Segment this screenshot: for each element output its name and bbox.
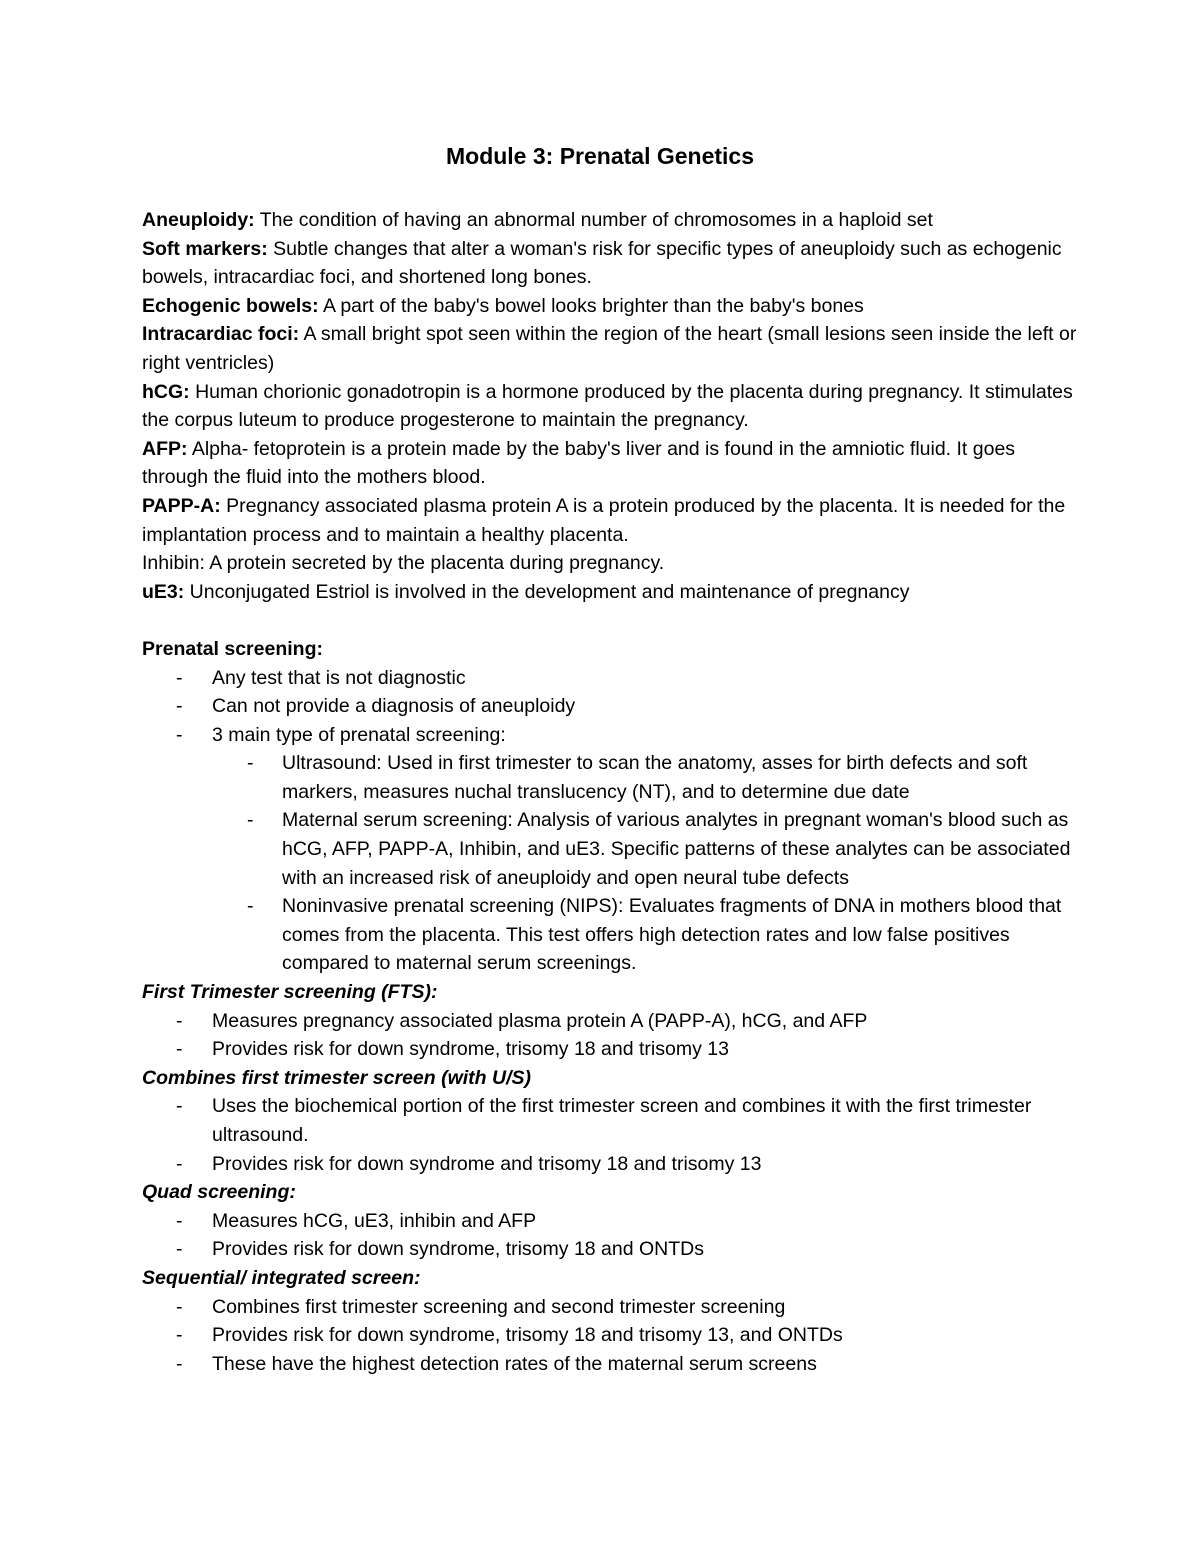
blank-line	[142, 606, 1082, 635]
bullet-list	[142, 664, 1082, 750]
list-item: - Any test that is not diagnostic	[142, 664, 1082, 693]
definition-term: hCG:	[142, 380, 190, 403]
section-combined-first-trimester	[142, 1064, 1082, 1178]
list-item: - Measures pregnancy associated plasma protein A (PAPP-A), hCG, and AFP	[142, 1007, 1082, 1036]
definition-soft-markers	[142, 235, 1082, 292]
sub-bullet-list	[142, 749, 1082, 978]
definition-term: Echogenic bowels:	[142, 294, 319, 317]
definition-text: Subtle changes that alter a woman's risk for specific types of aneuploidy such as echogenic bowels, intracardiac foci, and shortened long bones.	[142, 237, 1062, 289]
section-first-trimester-screening	[142, 978, 1082, 1064]
list-item: - Provides risk for down syndrome, trisomy 18 and trisomy 13	[142, 1035, 1082, 1064]
list-item: - Provides risk for down syndrome, trisomy 18 and trisomy 13, and ONTDs	[142, 1321, 1082, 1350]
definition-ue3	[142, 578, 1082, 607]
definition-term: PAPP-A:	[142, 494, 221, 517]
definition-term: Intracardiac foci:	[142, 323, 300, 346]
list-item: - Uses the biochemical portion of the first trimester screen and combines it with the first trimester ultrasound.	[142, 1092, 1082, 1149]
definition-term: uE3:	[142, 580, 185, 603]
sub-list-item: - Noninvasive prenatal screening (NIPS): Evaluates fragments of DNA in mothers blood that comes from the placenta. This test offers high detection rates and low false positives compared to maternal serum screenings.	[142, 892, 1082, 978]
section-heading: Sequential/ integrated screen:	[142, 1266, 421, 1289]
definition-echogenic-bowels	[142, 292, 1082, 321]
definitions-list	[142, 206, 1082, 606]
definition-afp	[142, 435, 1082, 492]
bullet-list	[142, 1293, 1082, 1379]
definition-text: Inhibin: A protein secreted by the placenta during pregnancy.	[142, 552, 665, 575]
definition-papp-a	[142, 492, 1082, 549]
definition-term: Soft markers:	[142, 237, 268, 260]
list-item: - Provides risk for down syndrome and trisomy 18 and trisomy 13	[142, 1150, 1082, 1179]
page-title: Module 3: Prenatal Genetics	[445, 143, 755, 169]
definition-inhibin	[142, 549, 1082, 578]
bullet-list	[142, 1007, 1082, 1064]
definition-text: Pregnancy associated plasma protein A is a protein produced by the placenta. It is needed for the implantation process and to maintain a healthy placenta.	[142, 494, 1066, 546]
definition-intracardiac-foci	[142, 320, 1082, 377]
definition-text: Alpha- fetoprotein is a protein made by the baby's liver and is found in the amniotic fluid. It goes through the fluid into the mothers blood.	[142, 437, 1016, 489]
list-item: - Measures hCG, uE3, inhibin and AFP	[142, 1207, 1082, 1236]
sub-list-item: - Maternal serum screening: Analysis of various analytes in pregnant woman's blood such as hCG, AFP, PAPP-A, Inhibin, and uE3. Specific patterns of these analytes can be associated with an increased risk of aneuploidy and open neural tube defects	[142, 806, 1082, 892]
definition-term: AFP:	[142, 437, 188, 460]
definition-text: The condition of having an abnormal number of chromosomes in a haploid set	[254, 209, 933, 231]
list-item: - Combines first trimester screening and second trimester screening	[142, 1293, 1082, 1322]
section-heading: Quad screening:	[142, 1181, 296, 1204]
list-item: - 3 main type of prenatal screening:	[142, 721, 1082, 750]
definition-text: A small bright spot seen within the region of the heart (small lesions seen inside the left or right ventricles)	[142, 323, 1077, 374]
document-body	[142, 206, 1082, 1378]
sub-list-item: - Ultrasound: Used in first trimester to scan the anatomy, asses for birth defects and soft markers, measures nuchal translucency (NT), and to determine due date	[142, 749, 1082, 806]
section-prenatal-screening	[142, 635, 1082, 978]
section-heading: First Trimester screening (FTS):	[142, 981, 438, 1004]
list-item: - Provides risk for down syndrome, trisomy 18 and ONTDs	[142, 1235, 1082, 1264]
section-quad-screening	[142, 1178, 1082, 1264]
bullet-list	[142, 1207, 1082, 1264]
definition-text: A part of the baby's bowel looks brighter than the baby's bones	[318, 294, 864, 317]
list-item: - These have the highest detection rates of the maternal serum screens	[142, 1350, 1082, 1379]
list-item: - Can not provide a diagnosis of aneuploidy	[142, 692, 1082, 721]
definition-text: Human chorionic gonadotropin is a hormone produced by the placenta during pregnancy. It stimulates the corpus luteum to produce progesterone to maintain the pregnancy.	[142, 380, 1073, 432]
definition-aneuploidy	[142, 206, 1082, 235]
section-heading: Prenatal screening:	[142, 637, 323, 660]
definition-term: Aneuploidy:	[142, 209, 255, 231]
bullet-list	[142, 1092, 1082, 1178]
section-sequential-integrated	[142, 1264, 1082, 1378]
definition-hcg	[142, 378, 1082, 435]
section-heading: Combines first trimester screen (with U/S)	[142, 1066, 532, 1089]
definition-text: Unconjugated Estriol is involved in the development and maintenance of pregnancy	[184, 580, 910, 603]
